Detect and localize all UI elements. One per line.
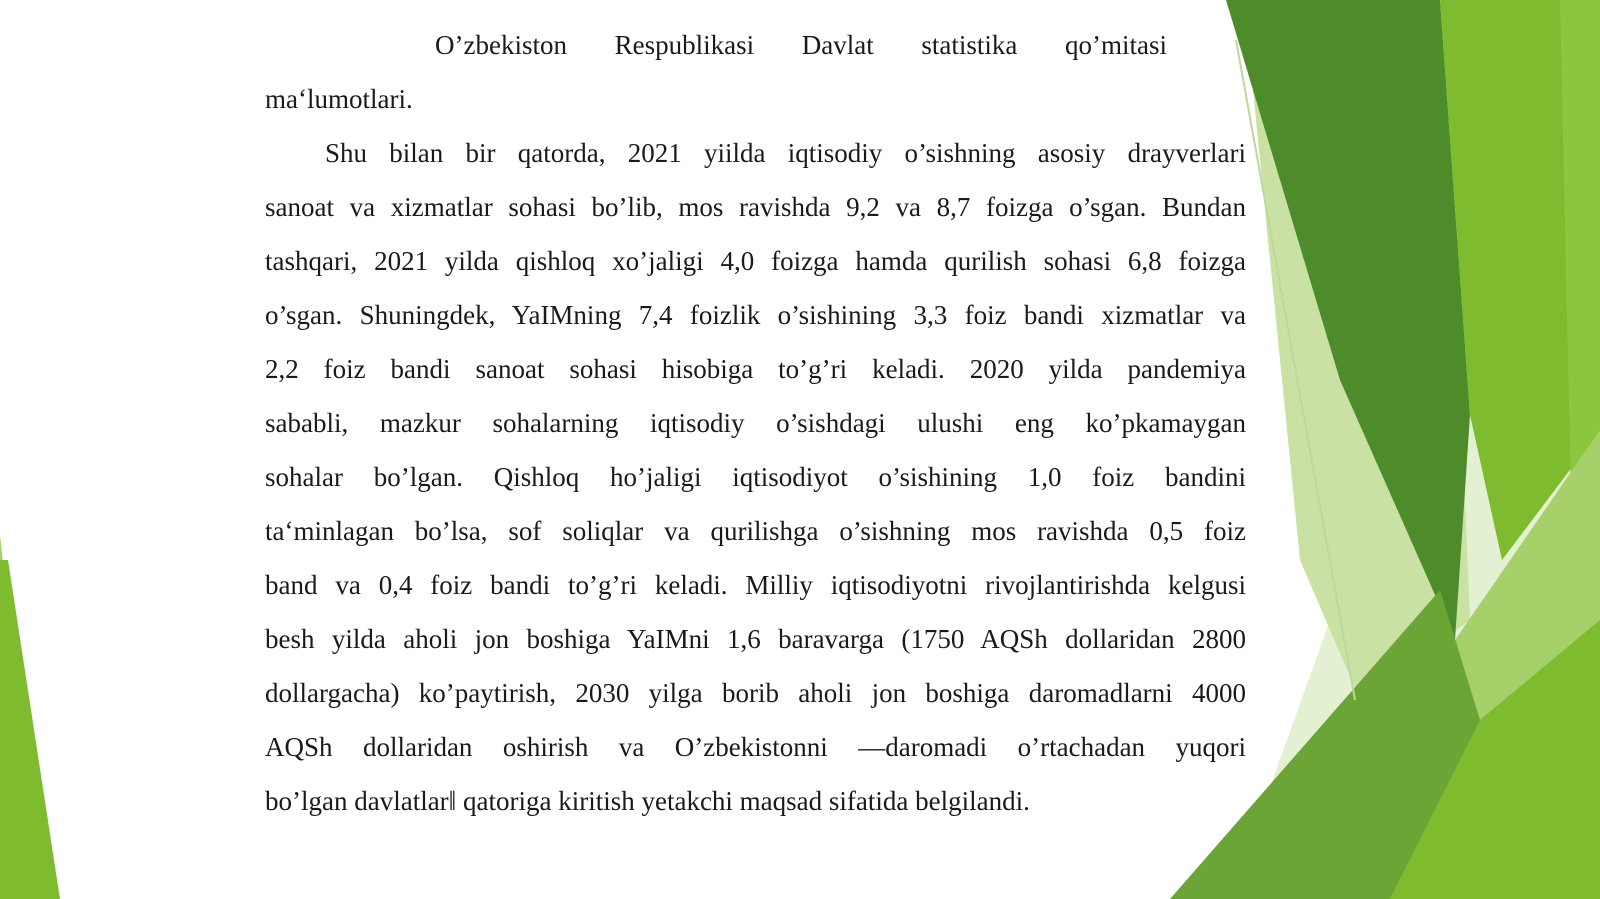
text-line-10: ta‘minlagan bo’lsa, sof soliqlar va qurilishga o’sishning mos ravishda 0,5 foiz (265, 516, 1246, 546)
text-line-2: ma‘lumotlari. (265, 84, 413, 114)
body-text (265, 18, 1246, 828)
left-wedge (0, 560, 60, 899)
text-line-13: dollargacha) ko’paytirish, 2030 yilga borib aholi jon boshiga daromadlarni 4000 (265, 678, 1246, 708)
text-line-7: 2,2 foiz bandi sanoat sohasi hisobiga to’g’ri keladi. 2020 yilda pandemiya (265, 354, 1246, 384)
text-line-5: tashqari, 2021 yilda qishloq xo’jaligi 4,0 foizga hamda qurilish sohasi 6,8 foizga (265, 246, 1246, 276)
text-line-3: Shu bilan bir qatorda, 2021 yiilda iqtisodiy o’sishning asosiy drayverlari (325, 138, 1246, 168)
text-line-12: besh yilda aholi jon boshiga YaIMni 1,6 baravarga (1750 AQSh dollaridan 2800 (265, 624, 1246, 654)
text-line-11: band va 0,4 foiz bandi to’g’ri keladi. Milliy iqtisodiyotni rivojlantirishda kelgusi (265, 570, 1246, 600)
text-line-9: sohalar bo’lgan. Qishloq ho’jaligi iqtisodiyot o’sishining 1,0 foiz bandini (265, 462, 1246, 492)
text-line-14: AQSh dollaridan oshirish va O’zbekistonni ―daromadi o’rtachadan yuqori (265, 732, 1246, 762)
text-line-4: sanoat va xizmatlar sohasi bo’lib, mos ravishda 9,2 va 8,7 foizga o’sgan. Bundan (265, 192, 1246, 222)
text-line-1: O’zbekiston Respublikasi Davlat statistika qo’mitasi (435, 30, 1167, 60)
text-line-8: sababli, mazkur sohalarning iqtisodiy o’sishdagi ulushi eng ko’pkamaygan (265, 408, 1246, 438)
text-line-15: bo’lgan davlatlar‖ qatoriga kiritish yetakchi maqsad sifatida belgilandi. (265, 786, 1030, 816)
text-line-6: o’sgan. Shuningdek, YaIMning 7,4 foizlik o’sishining 3,3 foiz bandi xizmatlar va (265, 300, 1246, 330)
